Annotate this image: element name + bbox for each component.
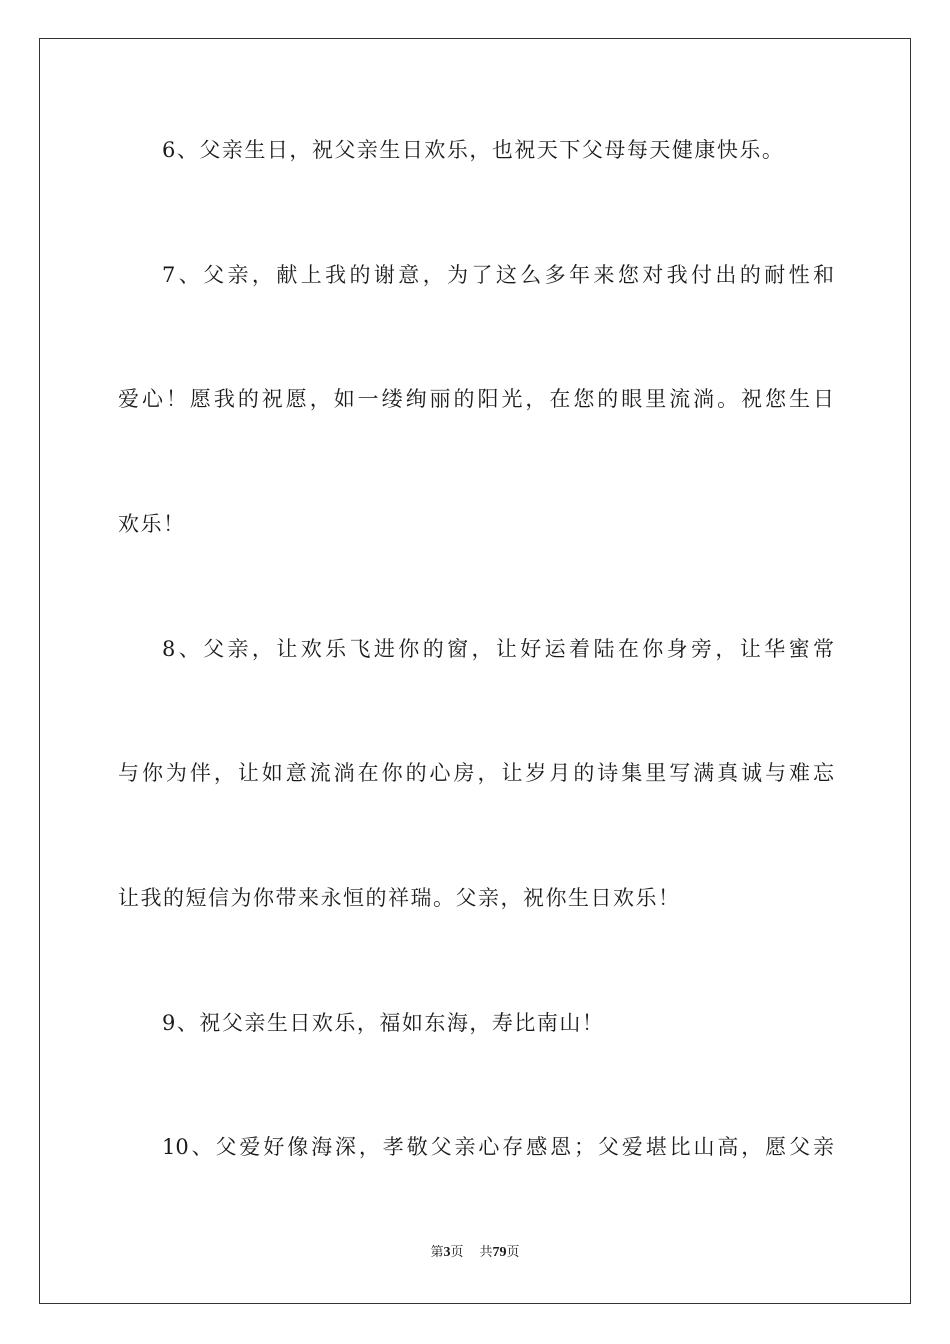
page-prefix: 第 xyxy=(430,1245,444,1260)
paragraph-6-line-1: 6、父亲生日，祝父亲生日欢乐，也祝天下父母每天健康快乐。 xyxy=(162,138,785,162)
paragraph-9-line-1: 9、祝父亲生日欢乐，福如东海，寿比南山！ xyxy=(162,1011,605,1035)
page-suffix: 页 xyxy=(450,1245,464,1260)
paragraph-10-line-1: 10、父爱好像海深，孝敬父亲心存感恩；父爱堪比山高，愿父亲 xyxy=(162,1135,834,1159)
page-footer xyxy=(0,1244,950,1262)
paragraph-7-line-1: 7、父亲，献上我的谢意，为了这么多年来您对我付出的耐性和 xyxy=(162,263,834,287)
total-pages: 79 xyxy=(492,1245,507,1260)
total-prefix: 共 xyxy=(479,1245,493,1260)
paragraph-7-line-2: 爱心！愿我的祝愿，如一缕绚丽的阳光，在您的眼里流淌。祝您生日 xyxy=(118,387,834,411)
page-frame xyxy=(39,38,911,1304)
page-number: 3 xyxy=(443,1245,451,1260)
total-suffix: 页 xyxy=(506,1245,520,1260)
paragraph-8-line-2: 与你为伴，让如意流淌在你的心房，让岁月的诗集里写满真诚与难忘 xyxy=(118,761,834,785)
paragraph-8-line-3: 让我的短信为你带来永恒的祥瑞。父亲，祝你生日欢乐！ xyxy=(118,886,681,910)
paragraph-8-line-1: 8、父亲，让欢乐飞进你的窗，让好运着陆在你身旁，让华蜜常 xyxy=(162,637,834,661)
paragraph-7-line-3: 欢乐！ xyxy=(118,512,186,536)
